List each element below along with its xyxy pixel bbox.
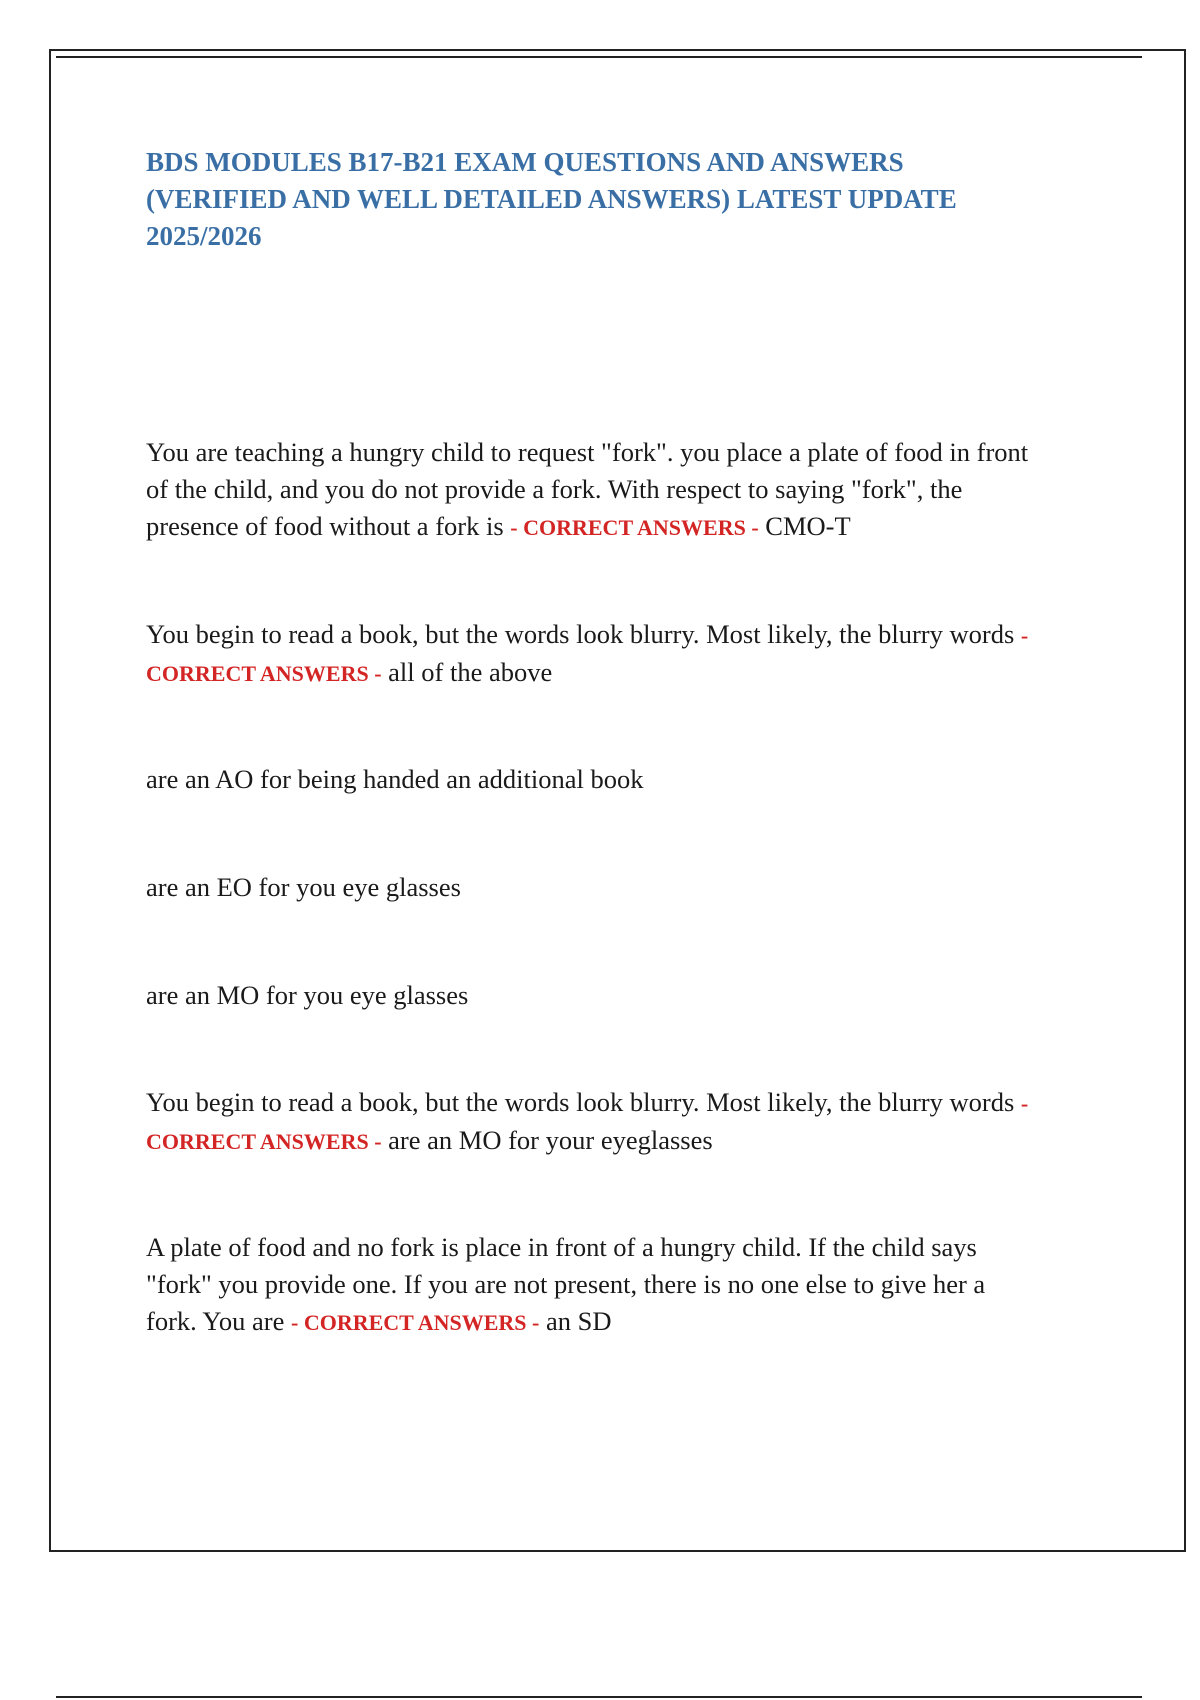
question-4 [146,1229,1096,1341]
question-1-line-2: of the child, and you do not provide a fork. With respect to saying "fork", the [146,474,963,504]
answer-label-lead: - [1020,623,1029,648]
answer-label-lead: - [1020,1091,1029,1116]
question-1 [146,434,1096,546]
answer-label-tail: CORRECT ANSWERS - [146,1129,382,1154]
bottom-rule [56,1696,1142,1698]
option-eo-text: are an EO for you eye glasses [146,872,461,902]
answer-label-tail: CORRECT ANSWERS - [146,661,382,686]
correct-answers-label: - CORRECT ANSWERS - [291,1310,540,1335]
option-eo [146,869,1096,906]
title-line-2: (VERIFIED AND WELL DETAILED ANSWERS) LATEST UPDATE [146,184,957,214]
question-3 [146,1084,1096,1160]
title-line-1: BDS MODULES B17-B21 EXAM QUESTIONS AND ANSWERS [146,147,904,177]
question-2-line-1: You begin to read a book, but the words look blurry. Most likely, the blurry words [146,619,1015,649]
question-4-line-1: A plate of food and no fork is place in front of a hungry child. If the child says [146,1232,977,1262]
document-title [146,144,1046,255]
title-line-3: 2025/2026 [146,221,262,251]
question-4-line-2: "fork" you provide one. If you are not present, there is no one else to give her a [146,1269,986,1299]
correct-answers-label: - CORRECT ANSWERS - [510,515,759,540]
option-ao [146,761,1096,798]
question-3-answer: are an MO for your eyeglasses [388,1125,713,1155]
question-1-answer: CMO-T [765,511,851,541]
option-ao-text: are an AO for being handed an additional book [146,764,644,794]
question-2-answer: all of the above [388,657,553,687]
top-rule [56,56,1142,58]
option-mo-text: are an MO for you eye glasses [146,980,469,1010]
option-mo [146,977,1096,1014]
question-1-line-1: You are teaching a hungry child to request "fork". you place a plate of food in front [146,437,1029,467]
question-4-line-3: fork. You are [146,1306,285,1336]
question-3-line-1: You begin to read a book, but the words look blurry. Most likely, the blurry words [146,1087,1015,1117]
question-2 [146,616,1096,692]
question-1-line-3: presence of food without a fork is [146,511,504,541]
question-4-answer: an SD [545,1306,612,1336]
